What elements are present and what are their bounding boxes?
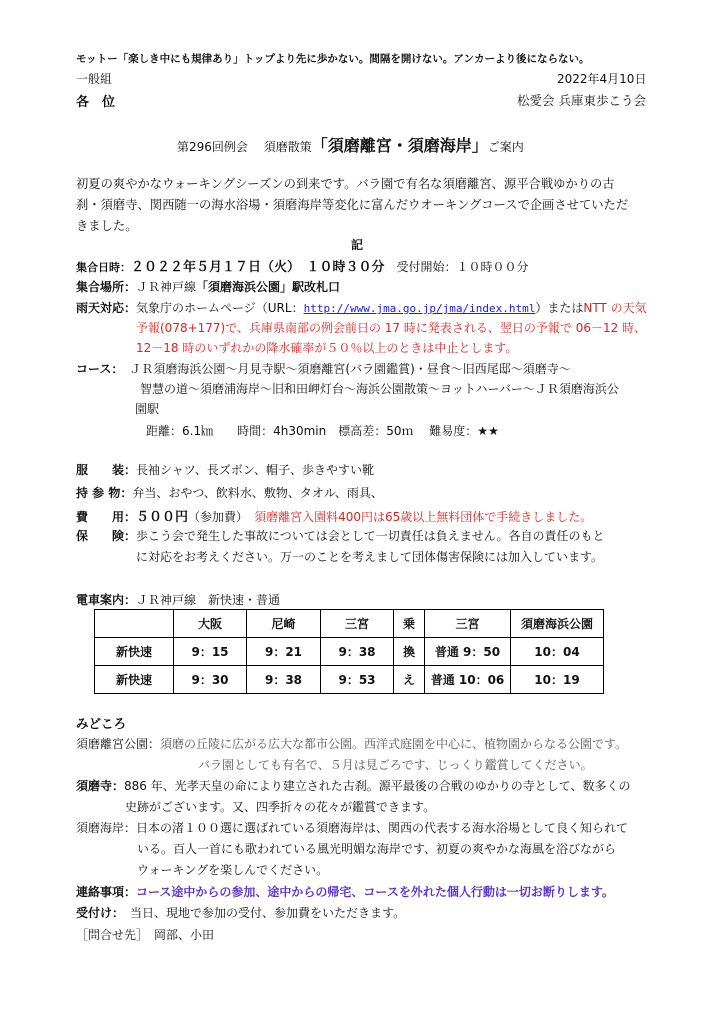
notice-row	[76, 883, 614, 900]
course-line-2: 智慧の道～須磨浦海岸～旧和田岬灯台～海浜公園散策～ヨットハーバー～ＪＲ須磨海浜公	[140, 382, 619, 396]
jma-url-link[interactable]: http://www.jma.go.jp/jma/index.html	[303, 302, 536, 315]
contact-row	[76, 926, 214, 943]
intro-line-3: きました。	[76, 219, 138, 233]
table-header-cell: 乗	[394, 610, 425, 638]
table-cell: 9：30	[174, 666, 247, 694]
coast-line-3: ウォーキングを楽しんでください。	[137, 863, 329, 877]
table-cell: 9：38	[247, 666, 321, 694]
rikyu-label: 須磨離宮公園：	[76, 737, 161, 751]
coast-line-2: いる。百人一首にも歌われている風光明媚な海岸です、初夏の爽やかな海風を浴びながら	[137, 842, 617, 856]
clothing-row	[76, 461, 374, 478]
insurance-line-2: に対応をお考えください。万一のことを考えまして団体傷害保険には加入しています。	[136, 550, 604, 564]
table-cell: 10：19	[511, 666, 604, 694]
meeting-label: 集合日時：	[76, 261, 131, 274]
rain-row	[76, 299, 647, 316]
table-cell: 換	[394, 638, 425, 666]
course-label: コース：	[76, 362, 118, 376]
clothing-text: 長袖シャツ、長ズボン、帽子、歩きやすい靴	[136, 463, 374, 477]
cost-red-note: 須磨離宮入園料400円は65歳以上無料団体で手続きしました。	[254, 510, 593, 524]
table-cell: 9：21	[247, 638, 321, 666]
insurance-row	[76, 527, 605, 544]
table-cell: 新快速	[95, 666, 174, 694]
train-label: 電車案内：	[76, 593, 137, 607]
belongings-label: 持 参 物：	[76, 486, 133, 500]
rain-text-1: 気象庁のホームページ（URL：	[136, 301, 304, 315]
contact-text: 岡部、小田	[154, 928, 215, 942]
sumadera-label: 須磨寺：	[76, 779, 125, 793]
table-cell: え	[394, 666, 425, 694]
table-cell: 新快速	[95, 638, 174, 666]
group-label: 一般組	[76, 72, 113, 86]
table-cell: 10：04	[511, 638, 604, 666]
rain-text-2: ）または	[535, 301, 584, 315]
notice-text: コース途中からの参加、途中からの帰宅、コースを外れた個人行動は一切お断りします。	[136, 885, 614, 899]
coast-label: 須磨海岸：	[76, 821, 137, 835]
rikyu-line-2: バラ園としても有名で、５月は見ごろです、じっくり鑑賞してください。	[198, 758, 593, 772]
table-header-cell: 三宮	[321, 610, 394, 638]
table-header-cell: 大阪	[174, 610, 247, 638]
place-line: ＪＲ神戸線	[136, 280, 197, 294]
title-main: 「須磨離宮・須磨海岸」	[311, 136, 488, 155]
table-header-cell: 三宮	[425, 610, 511, 638]
rain-text-3: NTT の天気	[583, 301, 647, 315]
cost-amount: ５００円	[136, 510, 189, 525]
table-row	[95, 666, 604, 694]
cost-note: （参加費）	[188, 510, 243, 524]
ki-heading: 記	[351, 238, 364, 252]
title-suffix: ご案内	[487, 140, 524, 154]
sumadera-row	[76, 777, 631, 794]
coast-line-1: 日本の渚１００選に選ばれている須磨海岸は、関西の代表する海水浴場として良く知られて	[136, 821, 629, 835]
belongings-text: 弁当、おやつ、飲料水、敷物、タオル、雨具、	[132, 486, 383, 500]
insurance-line-1: 歩こう会で発生した事故については会として一切責任は負えません。各自の責任のもと	[136, 529, 605, 543]
sumadera-line-2: 史跡がございます。又、四季折々の花々が鑑賞できます。	[125, 800, 436, 814]
coast-row	[76, 819, 628, 836]
belongings-row	[76, 484, 383, 501]
place-gate: 駅改札口	[292, 280, 341, 294]
course-stats: 距離：6.1㎞ 時間：4h30min 標高差：50ｍ 難易度：★★	[146, 424, 499, 438]
course-row	[76, 360, 571, 377]
cost-label: 費 用：	[76, 510, 137, 524]
course-line-1: ＪＲ須磨海浜公園～月見寺駅～須磨離宮(バラ園鑑賞)・昼食～旧西尾邸～須磨寺～	[129, 362, 571, 376]
train-row	[76, 591, 280, 608]
table-cell: 普通 9：50	[425, 638, 511, 666]
table-cell: 9：38	[321, 638, 394, 666]
table-cell: 9：53	[321, 666, 394, 694]
highlights-title: みどころ	[76, 716, 127, 731]
place-station: 「須磨海浜公園」	[196, 280, 293, 294]
table-row	[95, 638, 604, 666]
meeting-datetime: ２０２２年５月１７日（火） １０時３０分	[131, 260, 385, 275]
place-row	[76, 278, 340, 295]
addressee: 各 位	[76, 95, 116, 110]
rain-line-2: 予報(078+177)で、兵庫県南部の例会前日の 17 時に発表される、翌日の予報で 06－12 時、	[136, 321, 647, 335]
table-header-cell: 須磨海浜公園	[511, 610, 604, 638]
meeting-row	[76, 256, 529, 275]
contact-label: ［問合せ先］	[76, 928, 143, 942]
cost-row	[76, 506, 592, 525]
reception-row	[76, 904, 405, 921]
rikyu-row	[76, 735, 627, 752]
motto: モットー「楽しき中にも規律あり」トップより先に歩かない。間隔を開けない。アンカーより後にならない。	[76, 53, 590, 65]
reception-time: 受付開始：１０時００分	[396, 260, 529, 274]
page-title	[177, 133, 524, 156]
document-date: 2022年4月10日	[557, 72, 647, 86]
insurance-label: 保 険：	[76, 529, 137, 543]
table-cell: 9：15	[174, 638, 247, 666]
train-schedule-table	[94, 609, 604, 694]
reception-text: 当日、現地で参加の受付、参加費をいただきます。	[130, 906, 406, 920]
sumadera-line-1: 886 年、光孝天皇の命により建立された古刹。源平最後の合戦のゆかりの寺として、数多くの	[124, 779, 631, 793]
course-line-3: 園駅	[135, 402, 160, 416]
table-header-cell: 尼崎	[247, 610, 321, 638]
rikyu-line-1: 須磨の丘陵に広がる広大な都市公園。西洋式庭園を中心に、植物園からなる公園です。	[160, 737, 628, 751]
intro-line-1: 初夏の爽やかなウォーキングシーズンの到来です。バラ園で有名な須磨離宮、源平合戦ゆかりの古	[76, 177, 615, 191]
table-cell: 普通 10：06	[425, 666, 511, 694]
reception-label: 受付け：	[76, 906, 119, 920]
train-text: ＪＲ神戸線 新快速・普通	[136, 593, 281, 607]
rain-line-3: 12－18 時のいずれかの降水確率が５０％以上のときは中止とします。	[136, 341, 518, 355]
notice-label: 連絡事項：	[76, 885, 137, 899]
intro-line-2: 刹・須磨寺、関西随一の海水浴場・須磨海岸等変化に富んだウオーキングコースで企画させていただ	[76, 198, 629, 212]
place-label: 集合場所：	[76, 280, 137, 294]
sender: 松愛会 兵庫東歩こう会	[517, 93, 646, 108]
title-prefix: 第296回例会 須磨散策	[177, 140, 312, 154]
table-header-cell	[95, 610, 174, 638]
table-header-row	[95, 610, 604, 638]
clothing-label: 服 装：	[76, 463, 137, 477]
rain-label: 雨天対応：	[76, 301, 137, 315]
